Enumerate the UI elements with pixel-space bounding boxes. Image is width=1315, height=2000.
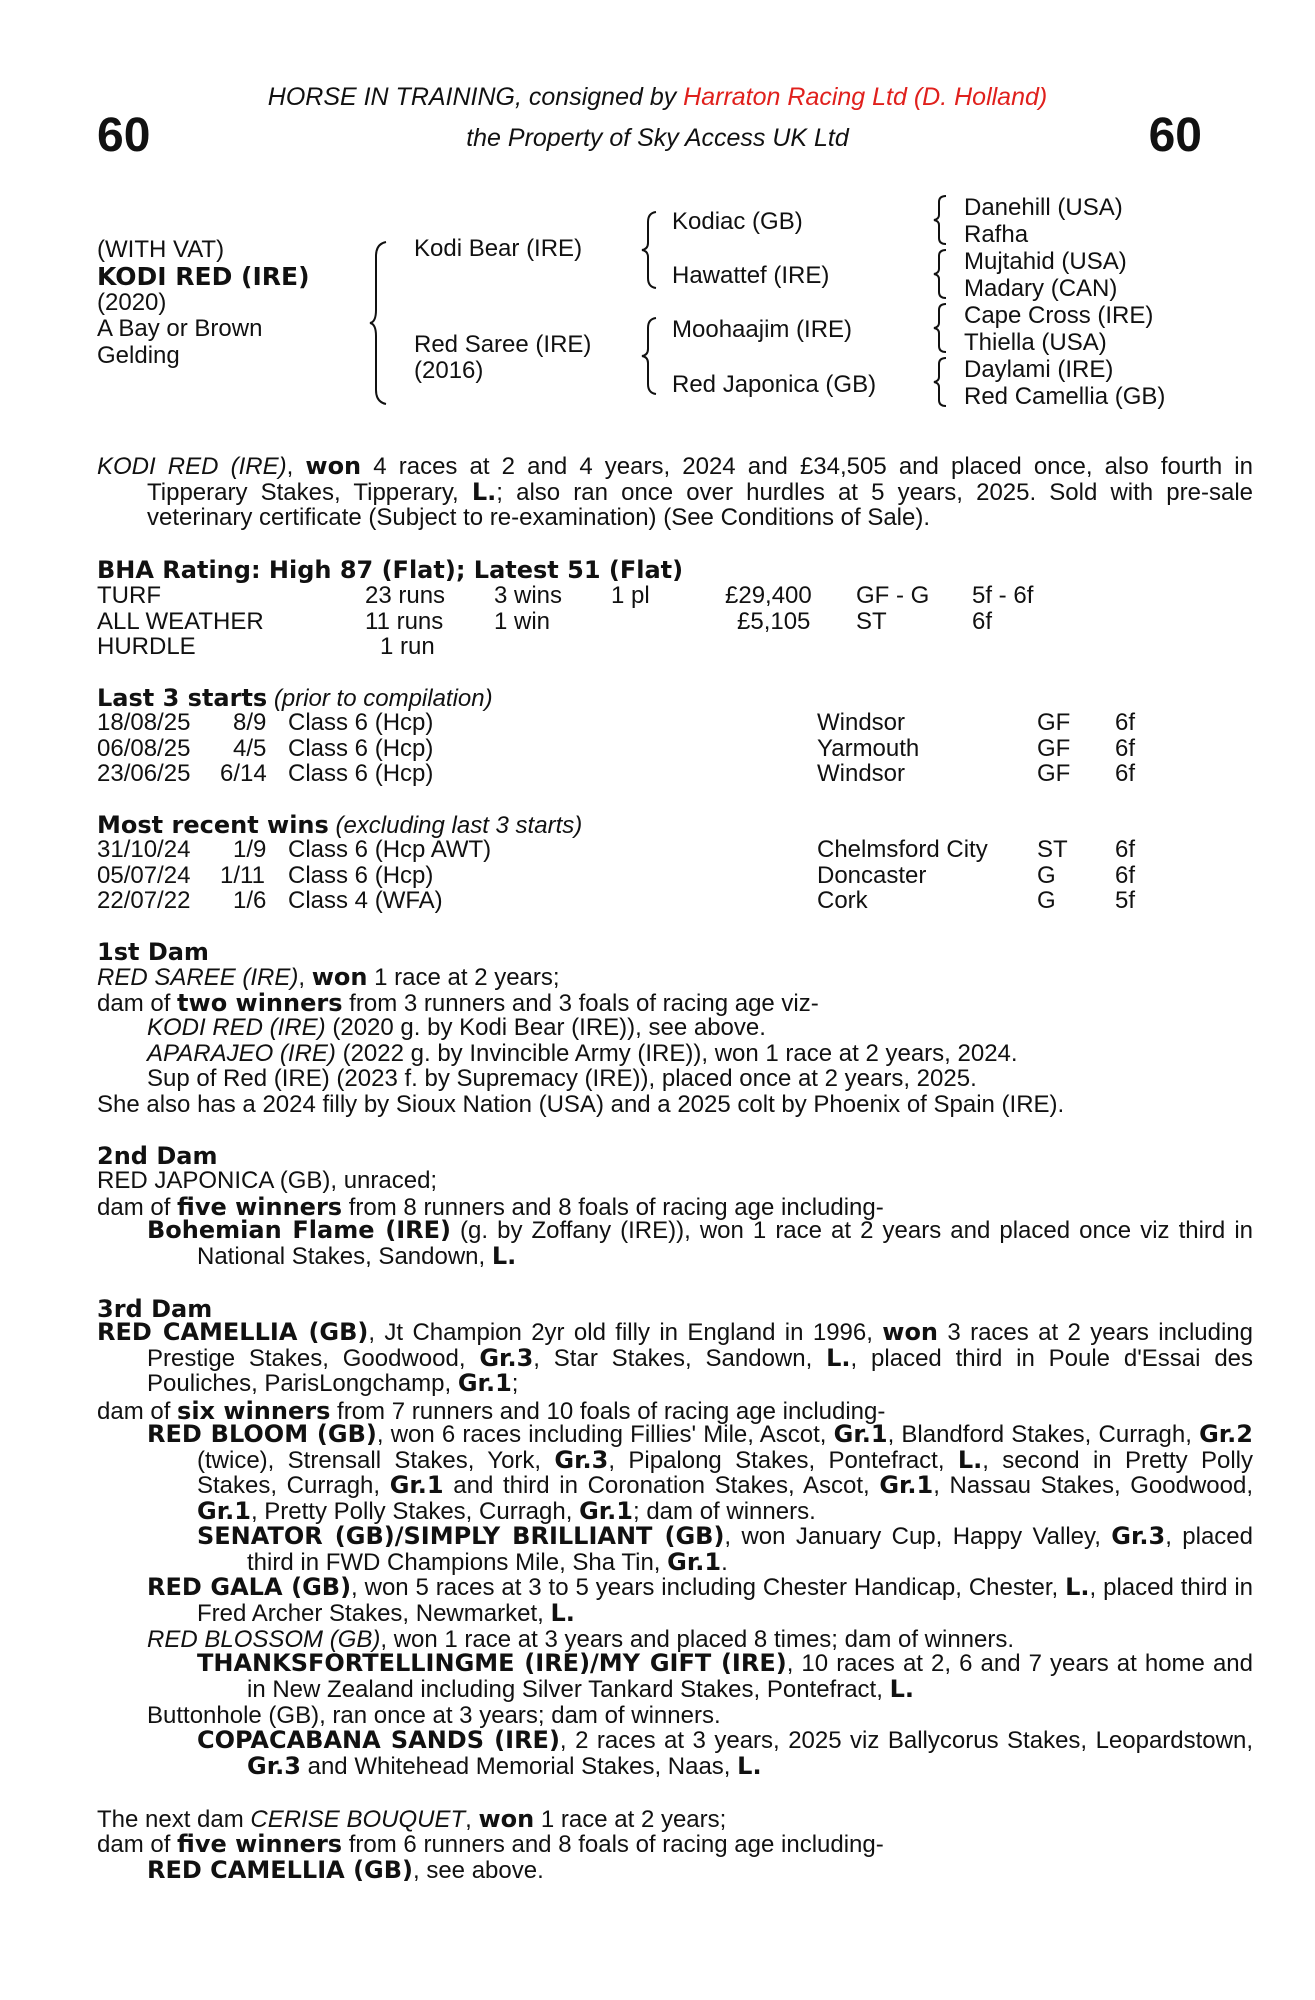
text-span: dam of [97, 990, 178, 1017]
win-date: 31/10/24 [97, 836, 191, 863]
dam-brace-icon [640, 316, 660, 396]
recent-wins-note: (excluding last 3 starts) [328, 812, 583, 839]
header-line-1 [0, 83, 1315, 112]
first-dam-name: RED SAREE (IRE) [97, 964, 299, 991]
text-span: , won 6 races including Fillies' Mile, Ascot, [376, 1421, 834, 1448]
ss-brace-icon [932, 194, 950, 246]
text-span: (2020 g. by Kodi Bear (IRE)), see above. [325, 1014, 766, 1041]
summary-listed: L. [471, 477, 497, 506]
start-position: 6/14 [220, 760, 267, 787]
listed-marker: L. [1065, 1573, 1090, 1601]
text-span: , [465, 1806, 479, 1833]
group-marker: Gr.1 [197, 1496, 251, 1525]
text-span: , Star Stakes, Sandown, [533, 1344, 827, 1372]
sd-brace-icon [932, 248, 950, 300]
third-dam-winners: six winners [177, 1397, 331, 1425]
next-dam-name: CERISE BOUQUET [250, 1806, 466, 1833]
start-course: Windsor [817, 760, 906, 787]
lot-number-right: 60 [1148, 109, 1202, 162]
listed-marker: L. [550, 1598, 575, 1627]
rating-prize: £5,105 [737, 607, 811, 635]
produce-senator [197, 1524, 1253, 1575]
text-span: from 7 runners and 10 foals of racing age including- [330, 1398, 886, 1425]
second-dam-produce [147, 1218, 1253, 1269]
produce-name: THANKSFORTELLINGME (IRE)/MY GIFT (IRE) [197, 1649, 787, 1677]
gen3-dsd: Thiella (USA) [964, 329, 1107, 356]
start-class: Class 6 (Hcp) [288, 709, 434, 736]
sire: Kodi Bear (IRE) [414, 235, 583, 262]
produce-name: RED GALA (GB) [147, 1573, 352, 1601]
produce-name: Bohemian Flame (IRE) [147, 1216, 451, 1244]
text-span: , placed third in FWD Champions Mile, Sha Tin, [247, 1523, 1253, 1576]
win-class: Class 4 (WFA) [288, 887, 443, 914]
listed-marker: L. [491, 1241, 517, 1270]
start-going: GF [1037, 709, 1071, 736]
gen3-sss: Danehill (USA) [964, 194, 1123, 221]
text-span: ; [511, 1370, 519, 1397]
dam-year: (2016) [414, 357, 484, 384]
produce-name: RED CAMELLIA (GB) [147, 1856, 413, 1884]
produce-name: APARAJEO (IRE) [147, 1040, 336, 1067]
produce-buttonhole: Buttonhole (GB), ran once at 3 years; dam of winners. [147, 1702, 721, 1729]
text-span: , Jt Champion 2yr old filly in England in 1996, [368, 1319, 883, 1346]
text-span: 1 race at 2 years; [534, 1806, 727, 1833]
rating-wins: 3 wins [494, 582, 563, 609]
listed-marker: L. [737, 1751, 762, 1780]
start-date: 18/08/25 [97, 709, 191, 736]
start-class: Class 6 (Hcp) [288, 760, 434, 787]
group-marker: Gr.1 [389, 1471, 444, 1499]
next-dam-line-3 [147, 1856, 544, 1885]
sire-dam: Hawattef (IRE) [672, 262, 830, 289]
win-position: 1/9 [233, 836, 267, 863]
last-3-heading: Last 3 starts [97, 684, 268, 712]
rating-runs: 23 runs [365, 582, 446, 609]
first-dam-foals-note: She also has a 2024 filly by Sioux Nation (USA) and a 2025 colt by Phoenix of Spain (IRE). [97, 1091, 1065, 1118]
text-span: and third in Coronation Stakes, Ascot, [443, 1472, 880, 1499]
win-date: 22/07/22 [97, 887, 191, 914]
second-dam-title: 2nd Dam [97, 1142, 218, 1170]
first-dam-produce-3: Sup of Red (IRE) (2023 f. by Supremacy (IRE)), placed once at 2 years, 2025. [147, 1065, 977, 1092]
text-span: , Blandford Stakes, Curragh, [887, 1421, 1200, 1448]
rating-surface: HURDLE [97, 633, 196, 660]
text-span: (g. by Zoffany (IRE)), won 1 race at 2 years and placed once viz third in National Stakes, Sandown, [197, 1217, 1254, 1270]
dam-sire: Moohaajim (IRE) [672, 316, 853, 343]
listed-marker: L. [826, 1343, 851, 1372]
recent-wins-heading: Most recent wins [97, 811, 329, 839]
win-distance: 5f [1115, 887, 1136, 914]
win-course: Chelmsford City [817, 836, 988, 863]
main-brace-icon [368, 240, 392, 406]
text-span: , won 5 races at 3 to 5 years including Chester Handicap, Chester, [351, 1574, 1066, 1601]
text-span: from 6 runners and 8 foals of racing age including- [342, 1831, 884, 1858]
rating-surface: TURF [97, 582, 161, 609]
horse-year: (2020) [97, 289, 167, 316]
gen3-sds: Mujtahid (USA) [964, 248, 1127, 275]
gen3-ddd: Red Camellia (GB) [964, 383, 1166, 410]
group-marker: Gr.1 [579, 1496, 633, 1525]
win-position: 1/6 [233, 887, 267, 914]
summary-text-1: 4 races at 2 and 4 years, 2024 and £34,505 and placed once, also fourth in Tipperary Stakes, Tipperary, [147, 453, 1253, 506]
rating-going: ST [856, 607, 887, 635]
rating-prize: £29,400 [725, 582, 812, 609]
win-going: G [1037, 887, 1056, 914]
win-distance: 6f [1115, 836, 1136, 863]
produce-name: KODI RED (IRE) [147, 1014, 326, 1041]
third-dam-record [97, 1320, 1253, 1397]
rating-runs: 11 runs [365, 607, 444, 635]
produce-red-bloom [147, 1422, 1253, 1524]
text-span: from 3 runners and 3 foals of racing age viz- [342, 990, 819, 1017]
next-dam-winners: five winners [177, 1830, 343, 1858]
header-prefix: HORSE IN TRAINING, consigned by [267, 83, 684, 111]
text-span: , Pretty Polly Stakes, Curragh, [250, 1497, 580, 1525]
win-course: Cork [817, 887, 868, 914]
rating-runs: 1 run [380, 633, 435, 660]
group-marker: Gr.3 [479, 1343, 534, 1372]
gen3-dss: Cape Cross (IRE) [964, 302, 1154, 329]
first-dam-line-1: RED SAREE (IRE), won 1 race at 2 years; [97, 963, 560, 991]
text-span: . [721, 1548, 728, 1576]
sire-sire: Kodiac (GB) [672, 208, 803, 235]
second-dam-winners: five winners [177, 1193, 343, 1221]
gen3-ssd: Rafha [964, 221, 1029, 248]
third-dam-name: RED CAMELLIA (GB) [97, 1318, 369, 1346]
text-span: , won January Cup, Happy Valley, [724, 1523, 1112, 1550]
text-span: The next dam [97, 1806, 251, 1833]
header-line-2: the Property of Sky Access UK Ltd [466, 124, 849, 152]
summary-horse-name: KODI RED (IRE) [97, 453, 287, 480]
start-going: GF [1037, 760, 1071, 787]
consignor: Harraton Racing Ltd (D. Holland) [683, 83, 1048, 111]
win-going: G [1037, 861, 1056, 889]
text-span: ; dam of winners. [633, 1497, 816, 1525]
group-marker: Gr.2 [1199, 1420, 1253, 1448]
group-marker: Gr.1 [667, 1547, 722, 1576]
won-marker: won [882, 1318, 939, 1346]
start-position: 8/9 [233, 709, 267, 736]
text-span: , Pipalong Stakes, Pontefract, [608, 1446, 958, 1474]
group-marker: Gr.1 [833, 1420, 888, 1448]
last-3-note: (prior to compilation) [267, 685, 493, 712]
second-dam-line-1: RED JAPONICA (GB), unraced; [97, 1167, 438, 1194]
text-span: , won 1 race at 3 years and placed 8 times; dam of winners. [380, 1626, 1015, 1653]
start-date: 23/06/25 [97, 760, 191, 787]
first-dam-title: 1st Dam [97, 938, 209, 966]
produce-name: SENATOR (GB)/SIMPLY BRILLIANT (GB) [197, 1522, 725, 1550]
win-class: Class 6 (Hcp AWT) [288, 836, 492, 863]
rating-going: GF - G [856, 582, 930, 609]
next-dam-line-2 [97, 1830, 884, 1859]
text-span: from 8 runners and 8 foals of racing age including- [342, 1194, 884, 1221]
text-span: , Nassau Stakes, Goodwood, [933, 1472, 1253, 1499]
rating-wins: 1 win [494, 607, 551, 635]
produce-red-gala [147, 1575, 1253, 1626]
won-marker: won [478, 1805, 535, 1833]
text-span: (twice), Strensall Stakes, York, [197, 1446, 555, 1474]
summary-won: won [305, 452, 362, 480]
listed-marker: L. [889, 1674, 914, 1703]
win-class: Class 6 (Hcp) [288, 861, 434, 889]
group-marker: Gr.1 [879, 1471, 934, 1499]
text-span: , second in Pretty Polly Stakes, Curragh, [197, 1446, 1253, 1499]
vat-note: (WITH VAT) [97, 236, 225, 263]
horse-desc-1: A Bay or Brown [97, 315, 263, 342]
text-span: , placed third in Fred Archer Stakes, Newmarket, [197, 1574, 1254, 1627]
start-going: GF [1037, 734, 1071, 762]
text-span: , see above. [413, 1857, 544, 1884]
first-dam-produce-1 [147, 1014, 766, 1042]
produce-thanksfortellingme [197, 1651, 1253, 1702]
first-dam-produce-2 [147, 1040, 1018, 1068]
text-span: 3 races at 2 years including Prestige Stakes, Goodwood, [147, 1319, 1254, 1372]
summary-text-2: ; also ran once over hurdles at 5 years, 2025. Sold with pre-sale veterinary certificate (Subject to re-examination) (See Conditions of Sale). [147, 478, 1254, 531]
text-span: dam of [97, 1194, 178, 1221]
win-distance: 6f [1115, 861, 1136, 889]
start-date: 06/08/25 [97, 734, 191, 762]
race-summary: KODI RED (IRE), won 4 races at 2 and 4 years, 2024 and £34,505 and placed once, also fourth in Tipperary Stakes, Tipperary, L.; also ran once over hurdles at 5 years, 2025. Sold with pre-sale veterinary certificate (Subject to re-examination) (See Conditions of Sale). [97, 452, 1254, 531]
win-course: Doncaster [817, 861, 927, 889]
rating-placed: 1 pl [611, 582, 650, 609]
produce-copacabana-sands [197, 1728, 1253, 1779]
group-marker: Gr.3 [247, 1751, 301, 1780]
bha-rating-title: BHA Rating: High 87 (Flat); Latest 51 (Flat) [97, 556, 684, 584]
lot-number-left: 60 [97, 109, 151, 162]
text-span: , 10 races at 2, 6 and 7 years at home and in New Zealand including Silver Tankard Stakes, Pontefract, [247, 1650, 1253, 1703]
rating-distance: 6f [972, 607, 993, 635]
rating-surface: ALL WEATHER [97, 607, 264, 635]
first-dam-won: won [311, 963, 368, 991]
win-position: 1/11 [220, 861, 265, 889]
gen3-dds: Daylami (IRE) [964, 356, 1114, 383]
text-span: dam of [97, 1831, 178, 1858]
start-distance: 6f [1115, 709, 1136, 736]
produce-name: RED BLOSSOM (GB) [147, 1626, 381, 1653]
group-marker: Gr.3 [1111, 1522, 1166, 1550]
start-distance: 6f [1115, 760, 1136, 787]
produce-name: RED BLOOM (GB) [147, 1420, 377, 1448]
start-distance: 6f [1115, 734, 1136, 762]
text-span: (2022 g. by Invincible Army (IRE)), won 1 race at 2 years, 2024. [335, 1040, 1018, 1067]
first-dam-winners: two winners [177, 989, 343, 1017]
group-marker: Gr.1 [457, 1369, 512, 1397]
text-span: , 2 races at 3 years, 2025 viz Ballycorus Stakes, Leopardstown, [559, 1727, 1254, 1754]
dam: Red Saree (IRE) [414, 331, 592, 358]
first-dam-record: 1 race at 2 years; [367, 964, 560, 991]
win-date: 05/07/24 [97, 861, 191, 889]
text-span: , placed third in Poule d'Essai des Pouliches, ParisLongchamp, [147, 1344, 1254, 1397]
start-position: 4/5 [233, 734, 267, 762]
group-marker: Gr.3 [554, 1445, 609, 1474]
third-dam-title: 3rd Dam [97, 1295, 213, 1323]
dd-brace-icon [932, 356, 950, 408]
ds-brace-icon [932, 302, 950, 354]
start-class: Class 6 (Hcp) [288, 734, 434, 762]
horse-desc-2: Gelding [97, 342, 180, 369]
listed-marker: L. [957, 1445, 983, 1474]
dam-dam: Red Japonica (GB) [672, 371, 877, 398]
text-span: and Whitehead Memorial Stakes, Naas, [300, 1752, 738, 1780]
start-course: Yarmouth [817, 734, 920, 762]
rating-distance: 5f - 6f [972, 582, 1034, 609]
text-span: dam of [97, 1398, 178, 1425]
horse-name: KODI RED (IRE) [97, 262, 310, 291]
start-course: Windsor [817, 709, 906, 736]
sire-brace-icon [640, 210, 660, 290]
gen3-sdd: Madary (CAN) [964, 275, 1118, 302]
produce-name: COPACABANA SANDS (IRE) [197, 1726, 560, 1754]
win-going: ST [1037, 836, 1068, 863]
